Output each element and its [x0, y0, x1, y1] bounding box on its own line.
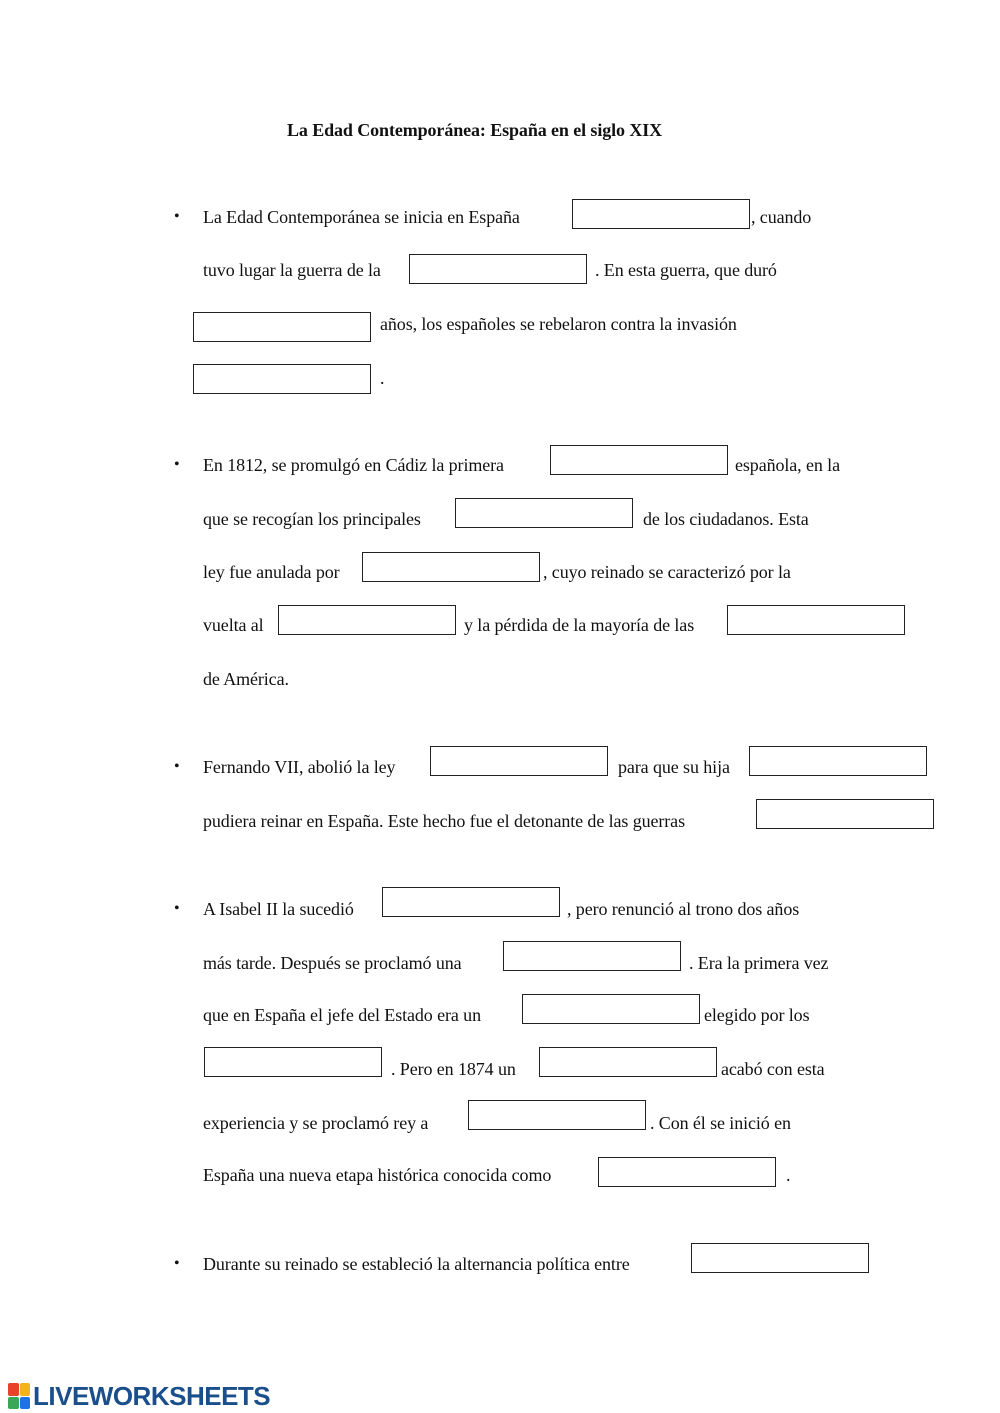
p4-line5-text-a: experiencia y se proclamó rey a: [203, 1113, 429, 1133]
p2-line3-text-b: , cuyo reinado se caracterizó por la: [543, 562, 791, 582]
answer-box-19[interactable]: [598, 1157, 776, 1187]
answer-box-7[interactable]: [362, 552, 540, 582]
answer-box-13[interactable]: [382, 887, 560, 917]
bullet-4: •: [174, 900, 180, 917]
p3-line1-text-a: Fernando VII, abolió la ley: [203, 757, 396, 777]
p2-line4-text-b: y la pérdida de la mayoría de las: [464, 615, 695, 635]
p1-line4-text: .: [380, 368, 385, 388]
answer-box-16[interactable]: [204, 1047, 382, 1077]
p5-line1-text: Durante su reinado se estableció la alternancia política entre: [203, 1254, 630, 1274]
p4-line4-text-a: . Pero en 1874 un: [391, 1059, 516, 1079]
answer-box-5[interactable]: [550, 445, 728, 475]
answer-box-1[interactable]: [572, 199, 750, 229]
p1-line2-text-a: tuvo lugar la guerra de la: [203, 260, 381, 280]
p1-line1-text-b: , cuando: [751, 207, 812, 227]
p4-line2-text-a: más tarde. Después se proclamó una: [203, 953, 462, 973]
answer-box-8[interactable]: [278, 605, 456, 635]
p3-line1-text-b: para que su hija: [618, 757, 730, 777]
p2-line5-text: de América.: [203, 669, 289, 689]
answer-box-20[interactable]: [691, 1243, 869, 1273]
answer-box-4[interactable]: [193, 364, 371, 394]
answer-box-17[interactable]: [539, 1047, 717, 1077]
p4-line2-text-b: . Era la primera vez: [689, 953, 829, 973]
p2-line3-text-a: ley fue anulada por: [203, 562, 340, 582]
p2-line2-text-b: de los ciudadanos. Esta: [643, 509, 809, 529]
p1-line2-text-b: . En esta guerra, que duró: [595, 260, 777, 280]
p4-line3-text-a: que en España el jefe del Estado era un: [203, 1005, 481, 1025]
answer-box-18[interactable]: [468, 1100, 646, 1130]
answer-box-11[interactable]: [749, 746, 927, 776]
answer-box-12[interactable]: [756, 799, 934, 829]
p4-line3-text-b: elegido por los: [704, 1005, 810, 1025]
bullet-1: •: [174, 208, 180, 225]
p1-line3-text: años, los españoles se rebelaron contra la invasión: [380, 314, 737, 334]
answer-box-6[interactable]: [455, 498, 633, 528]
p2-line1-text-a: En 1812, se promulgó en Cádiz la primera: [203, 455, 504, 475]
p4-line4-text-b: acabó con esta: [721, 1059, 825, 1079]
liveworksheets-logo-icon: [8, 1383, 30, 1409]
p1-line1-text-a: La Edad Contemporánea se inicia en España: [203, 207, 520, 227]
p3-line2-text: pudiera reinar en España. Este hecho fue el detonante de las guerras: [203, 811, 685, 831]
p4-line5-text-b: . Con él se inició en: [650, 1113, 791, 1133]
liveworksheets-logo: [8, 1381, 270, 1411]
answer-box-14[interactable]: [503, 941, 681, 971]
answer-box-3[interactable]: [193, 312, 371, 342]
p2-line4-text-a: vuelta al: [203, 615, 264, 635]
answer-box-2[interactable]: [409, 254, 587, 284]
p4-line1-text-b: , pero renunció al trono dos años: [567, 899, 800, 919]
page-title: La Edad Contemporánea: España en el siglo XIX: [287, 120, 663, 140]
liveworksheets-brand-text: LIVEWORKSHEETS: [33, 1380, 271, 1411]
bullet-5: •: [174, 1255, 180, 1272]
p4-line6-text-b: .: [786, 1165, 791, 1185]
answer-box-9[interactable]: [727, 605, 905, 635]
p2-line2-text-a: que se recogían los principales: [203, 509, 421, 529]
bullet-2: •: [174, 456, 180, 473]
p4-line1-text-a: A Isabel II la sucedió: [203, 899, 354, 919]
answer-box-15[interactable]: [522, 994, 700, 1024]
answer-box-10[interactable]: [430, 746, 608, 776]
bullet-3: •: [174, 758, 180, 775]
p4-line6-text-a: España una nueva etapa histórica conocida como: [203, 1165, 552, 1185]
p2-line1-text-b: española, en la: [735, 455, 840, 475]
